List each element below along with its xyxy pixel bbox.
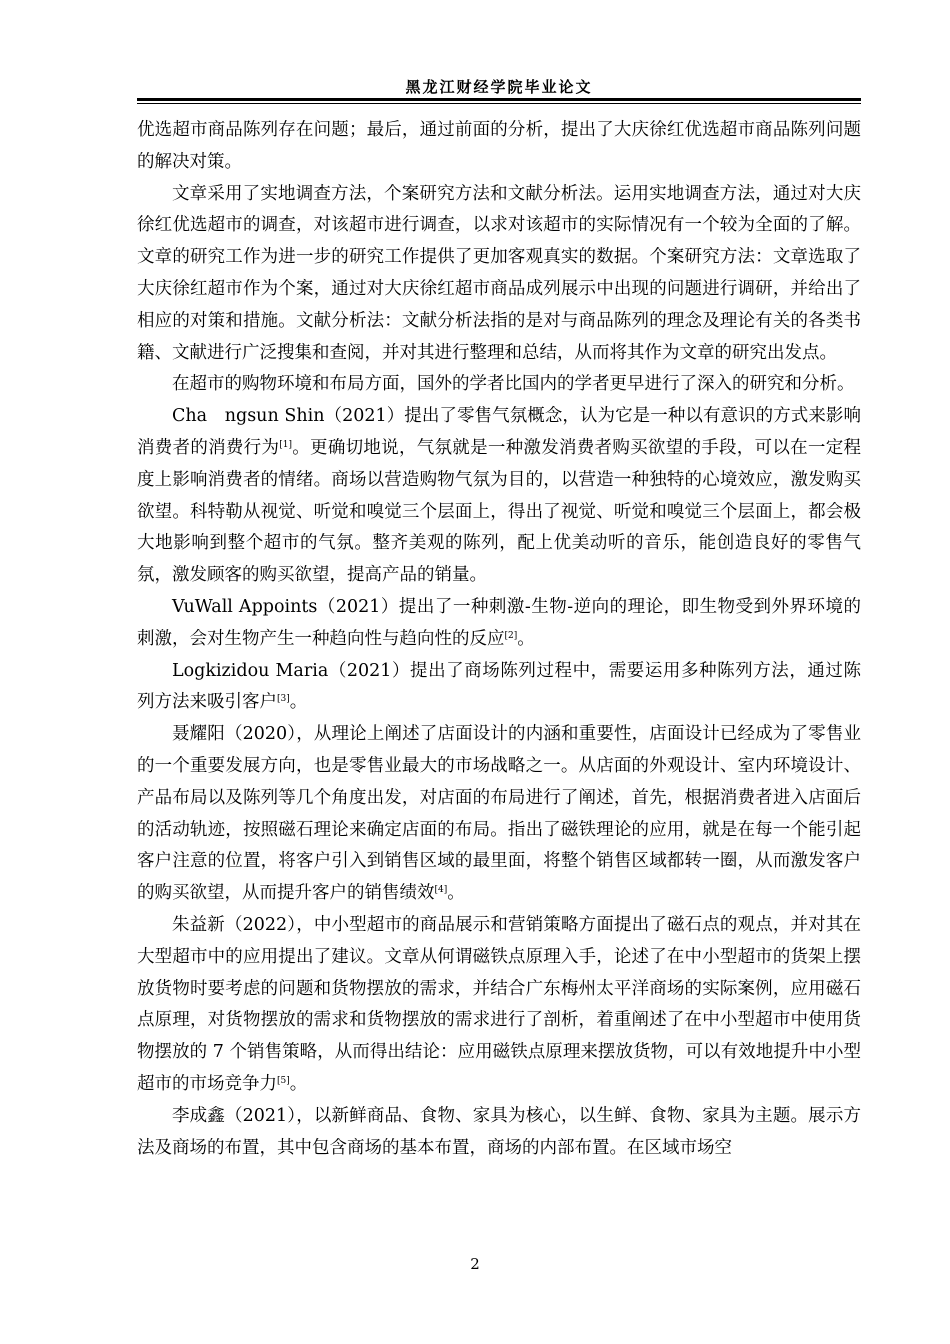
citation-1: [1]	[279, 439, 292, 450]
header-rule-thin	[137, 103, 861, 104]
paragraph-9: 李成鑫（2021），以新鲜商品、食物、家具为核心，以生鲜、食物、家具为主题。展示方法及商场的布置，其中包含商场的基本布置，商场的内部布置。在区域市场空	[137, 1105, 861, 1158]
paragraph-3: 在超市的购物环境和布局方面，国外的学者比国内的学者更早进行了深入的研究和分析。	[172, 374, 855, 395]
page-header-title: 黑龙江财经学院毕业论文	[405, 78, 593, 96]
paragraph-6: Logkizidou Maria（2021）提出了商场陈列过程中，需要运用多种陈列方法，通过陈列方法来吸引客户[3]。	[137, 660, 861, 713]
paragraph-2: 文章采用了实地调查方法，个案研究方法和文献分析法。运用实地调查方法，通过对大庆徐红优选超市的调查，对该超市进行调查，以求对该超市的实际情况有一个较为全面的了解。文章的研究工作为进一步的研究工作提供了更加客观真实的数据。个案研究方法：文章选取了大庆徐红超市作为个案，通过对大庆徐红超市商品成列展示中出现的问题进行调研，并给出了相应的对策和措施。文献分析法：文献分析法指的是对与商品陈列的理念及理论有关的各类书籍、文献进行广泛搜集和查阅，并对其进行整理和总结，从而将其作为文章的研究出发点。	[137, 183, 861, 363]
header-rule-thick	[137, 98, 861, 101]
paragraph-5: VuWall Appoints（2021）提出了一种刺激-生物-逆向的理论，即生物受到外界环境的刺激，会对生物产生一种趋向性与趋向性的反应[2]。	[137, 596, 861, 649]
citation-3: [3]	[277, 694, 290, 705]
paragraph-7: 聂耀阳（2020），从理论上阐述了店面设计的内涵和重要性，店面设计已经成为了零售业的一个重要发展方向，也是零售业最大的市场战略之一。从店面的外观设计、室内环境设计、产品布局以及陈列等几个角度出发，对店面的布局进行了阐述，首先，根据消费者进入店面后的活动轨迹，按照磁石理论来确定店面的布局。指出了磁铁理论的应用，就是在每一个能引起客户注意的位置，将客户引入到销售区域的最里面，将整个销售区域都转一圈，从而激发客户的购买欲望，从而提升客户的销售绩效[4]。	[137, 724, 861, 904]
paragraph-4: Cha ngsun Shin（2021）提出了零售气氛概念，认为它是一种以有意识的方式来影响消费者的消费行为[1]。更确切地说，气氛就是一种激发消费者购买欲望的手段，可以在一定程度上影响消费者的情绪。商场以营造购物气氛为目的，以营造一种独特的心境效应，激发购买欲望。科特勒从视觉、听觉和嗅觉三个层面上，得出了视觉、听觉和嗅觉三个层面上，都会极大地影响到整个超市的气氛。整齐美观的陈列，配上优美动听的音乐，能创造良好的零售气氛，激发顾客的购买欲望，提高产品的销量。	[137, 406, 861, 586]
citation-5: [5]	[277, 1075, 290, 1086]
citation-4: [4]	[434, 885, 448, 896]
body-text	[137, 115, 861, 1164]
paragraph-1: 优选超市商品陈列存在问题；最后，通过前面的分析，提出了大庆徐红优选超市商品陈列问题的解决对策。	[137, 120, 861, 172]
page-number: 2	[470, 1255, 480, 1273]
paragraph-8: 朱益新（2022），中小型超市的商品展示和营销策略方面提出了磁石点的观点，并对其在大型超市中的应用提出了建议。文章从何谓磁铁点原理入手，论述了在中小型超市的货架上摆放货物时要考虑的问题和货物摆放的需求，并结合广东梅州太平洋商场的实际案例，应用磁石点原理，对货物摆放的需求和货物摆放的需求进行了剖析，着重阐述了在中小型超市中使用货物摆放的 7 个销售策略，从而得出结论：应用磁铁点原理来摆放货物，可以有效地提升中小型超市的市场竞争力[5]。	[137, 914, 861, 1094]
citation-2: [2]	[504, 630, 518, 641]
